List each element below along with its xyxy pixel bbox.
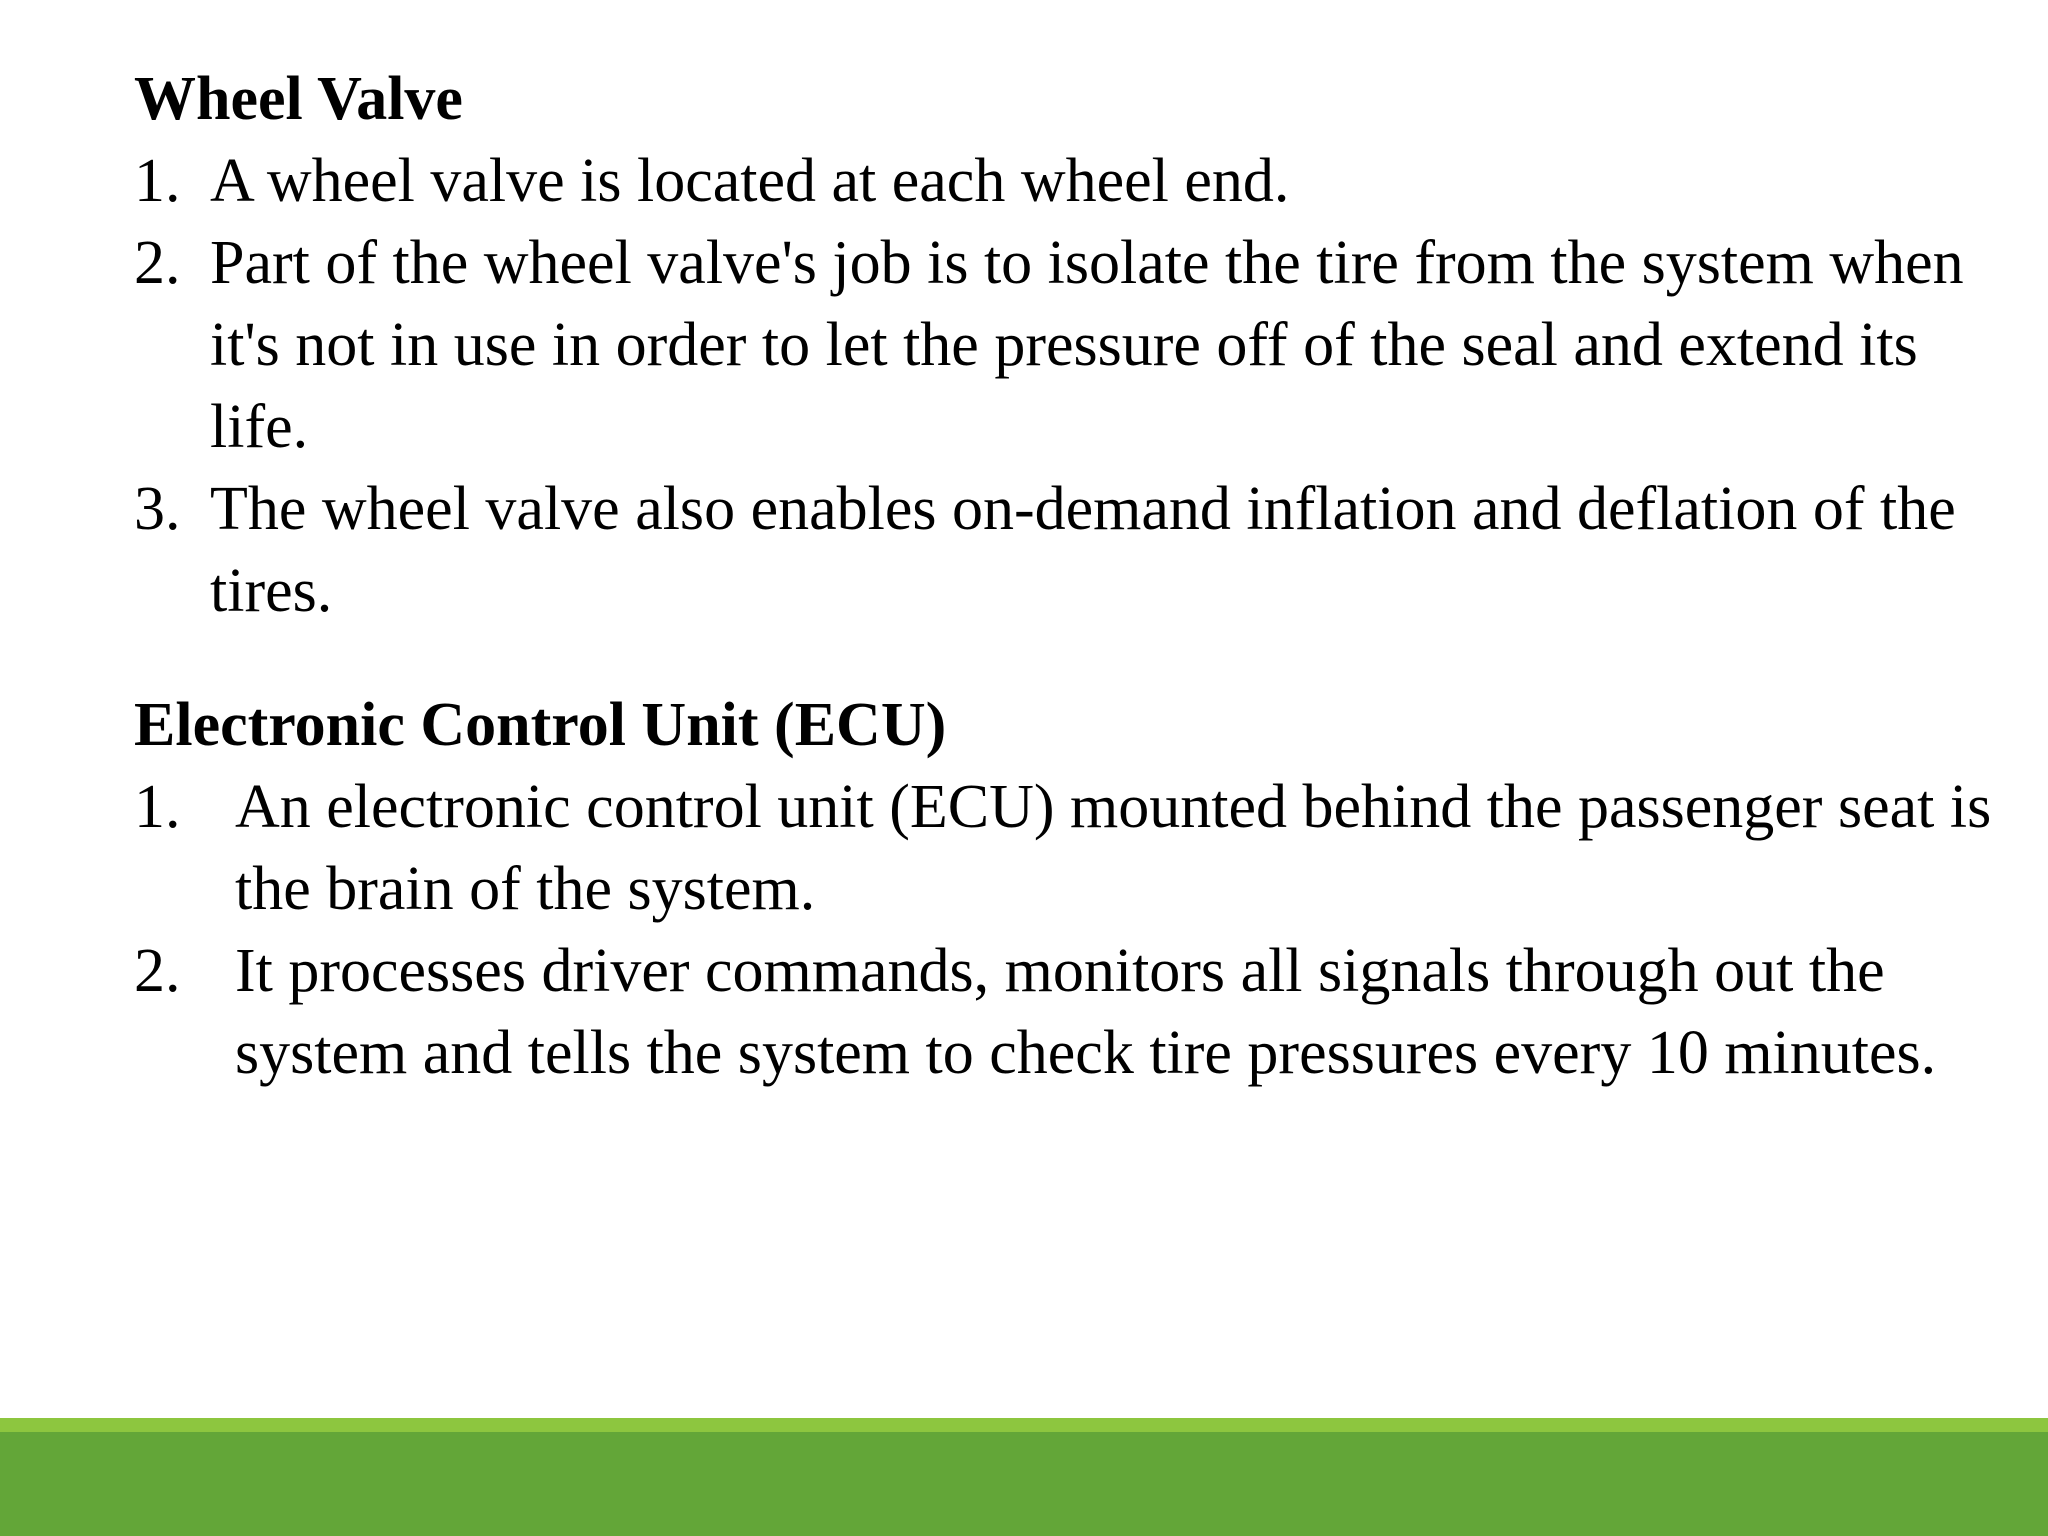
slide-content <box>134 58 1994 1094</box>
list-item-text: An electronic control unit (ECU) mounted behind the passenger seat is the brain of the system. <box>235 773 1992 923</box>
footer-band-dark <box>0 1432 2048 1536</box>
list-item-text: A wheel valve is located at each wheel end. <box>210 147 1290 215</box>
list-item-text: It processes driver commands, monitors all signals through out the system and tells the system to check tire pressures every 10 minutes. <box>235 937 1937 1087</box>
list-item <box>134 930 1994 1094</box>
list-item-text: The wheel valve also enables on-demand inflation and deflation of the tires. <box>210 475 1956 625</box>
section-heading: Electronic Control Unit (ECU) <box>134 691 947 759</box>
list-item-text: Part of the wheel valve's job is to isolate the tire from the system when it's not in use in order to let the pressure off of the seal and extend its life. <box>210 229 1964 461</box>
list-item-number: 2. <box>134 229 181 297</box>
list-item <box>134 222 1994 468</box>
list-item-number: 3. <box>134 475 181 543</box>
section-ecu <box>134 684 1994 1094</box>
section-spacer <box>134 632 1994 684</box>
list-item-number: 2. <box>134 937 181 1005</box>
numbered-list <box>134 140 1994 632</box>
list-item <box>134 468 1994 632</box>
list-item-number: 1. <box>134 147 181 215</box>
footer-band-light <box>0 1418 2048 1432</box>
list-item <box>134 140 1994 222</box>
numbered-list <box>134 766 1994 1094</box>
section-heading: Wheel Valve <box>134 65 463 133</box>
section-wheel-valve <box>134 58 1994 632</box>
list-item-number: 1. <box>134 773 181 841</box>
list-item <box>134 766 1994 930</box>
